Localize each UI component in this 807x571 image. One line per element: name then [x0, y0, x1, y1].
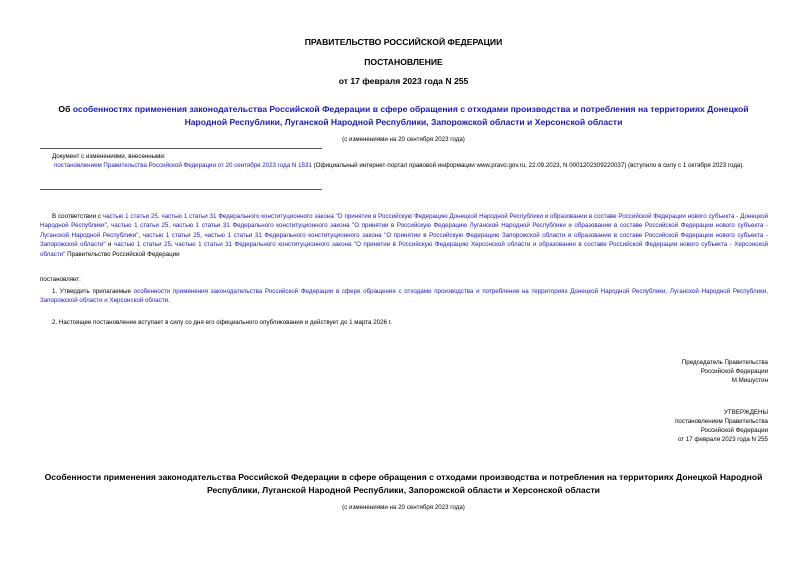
preamble-sep: и — [105, 241, 114, 249]
preamble-text: В соответствии с — [52, 213, 103, 220]
annex-title: Особенности применения законодательства Российской Федерации в сфере обращения с отходами производства и потребления на территориях Донецкой Народной Республики, Луганской Народной Республики, Запорожской области и Херсонской области — [44, 472, 763, 495]
approved-country: Российской Федерации — [700, 427, 768, 434]
divider-top — [40, 148, 322, 149]
changes-box — [52, 152, 768, 170]
preamble — [40, 212, 768, 259]
signature-block — [682, 358, 768, 385]
document-title — [40, 103, 767, 128]
decides-label: постановляет: — [40, 276, 81, 283]
government-heading: ПРАВИТЕЛЬСТВО РОССИЙСКОЙ ФЕДЕРАЦИИ — [304, 37, 503, 47]
preamble-sep: , — [106, 222, 112, 230]
date-number: от 17 февраля 2023 года N 255 — [338, 76, 469, 86]
preamble-end: Правительство Российской Федерации — [65, 250, 180, 258]
item-1 — [40, 287, 768, 306]
law-link-zaporozhye[interactable]: частью 1 статьи 25, частью 1 статьи 31 Федерального конституционного закона "О принятии в Российскую Федерацию Запорожской области и образовании в составе Российской Федерации нового субъекта - Запорожской области" — [40, 231, 768, 249]
approved-label: УТВЕРЖДЕНЫ — [724, 409, 768, 416]
signature-country: Российской Федерации — [700, 368, 768, 375]
title-prefix: Об — [58, 104, 73, 114]
changes-detail — [52, 161, 768, 170]
item-1-text: 1. Утвердить прилагаемые — [52, 288, 134, 295]
signature-name: М.Мишустин — [731, 377, 768, 384]
signature-position: Председатель Правительства — [681, 359, 768, 366]
item-1-end: . — [168, 297, 170, 305]
doc-type-heading: ПОСТАНОВЛЕНИЕ — [364, 57, 443, 67]
divider-bottom — [40, 189, 322, 190]
preamble-sep: , — [138, 231, 143, 239]
annex-changes-note: (с изменениями на 20 сентября 2023 года) — [342, 504, 465, 511]
amendment-link[interactable]: постановлением Правительства Российской Федерации от 20 сентября 2023 года N 1531 — [54, 162, 312, 169]
approved-by: постановлением Правительства — [675, 418, 768, 425]
law-link-dnr[interactable]: частью 1 статьи 25, частью 1 статьи 31 Федерального конституционного закона "О принятии в Российскую Федерацию Донецкой Народной Республики и образовании в составе Российской Федерации нового субъекта - Донецкой Народной Республики" — [40, 213, 768, 230]
amendment-rest: (Официальный интернет-портал правовой информации www.pravo.gov.ru, 22.09.2023, N 0001202309220037) (вступило в силу с 1 октября 2023 года). — [311, 162, 745, 169]
annex-link[interactable]: особенности применения законодательства Российской Федерации в сфере обращения с отходами производства и потребления на территориях Донецкой Народной Республики, Луганской Народной Республики, Запорожской области и Херсонской области — [40, 288, 768, 305]
item-2: 2. Настоящее постановление вступает в силу со дня его официального опубликования и действует до 1 марта 2026 г. — [52, 319, 392, 326]
approved-block — [675, 408, 768, 444]
approved-date: от 17 февраля 2023 года N 255 — [677, 436, 768, 443]
law-link-kherson[interactable]: частью 1 статьи 25, частью 1 статьи 31 Федерального конституционного закона "О принятии в Российскую Федерацию Херсонской области и образовании в составе Российской Федерации нового субъекта - Херсонской области" — [40, 241, 769, 258]
changes-intro: Документ с изменениями, внесенными: — [52, 153, 166, 160]
title-changes-note: (с изменениями на 20 сентября 2023 года) — [342, 136, 465, 143]
law-link-lnr[interactable]: частью 1 статьи 25, частью 1 статьи 31 Федерального конституционного закона "О принятии в Российскую Федерацию Луганской Народной Республики и образовании в составе Российской Федерации нового субъекта - Луганской Народной Республики" — [40, 222, 768, 239]
title-link[interactable]: особенностях применения законодательства Российской Федерации в сфере обращения с отходами производства и потребления на территориях Донецкой Народной Республики, Луганской Народной Республики, Запорожской области и Херсонской области — [72, 104, 749, 127]
